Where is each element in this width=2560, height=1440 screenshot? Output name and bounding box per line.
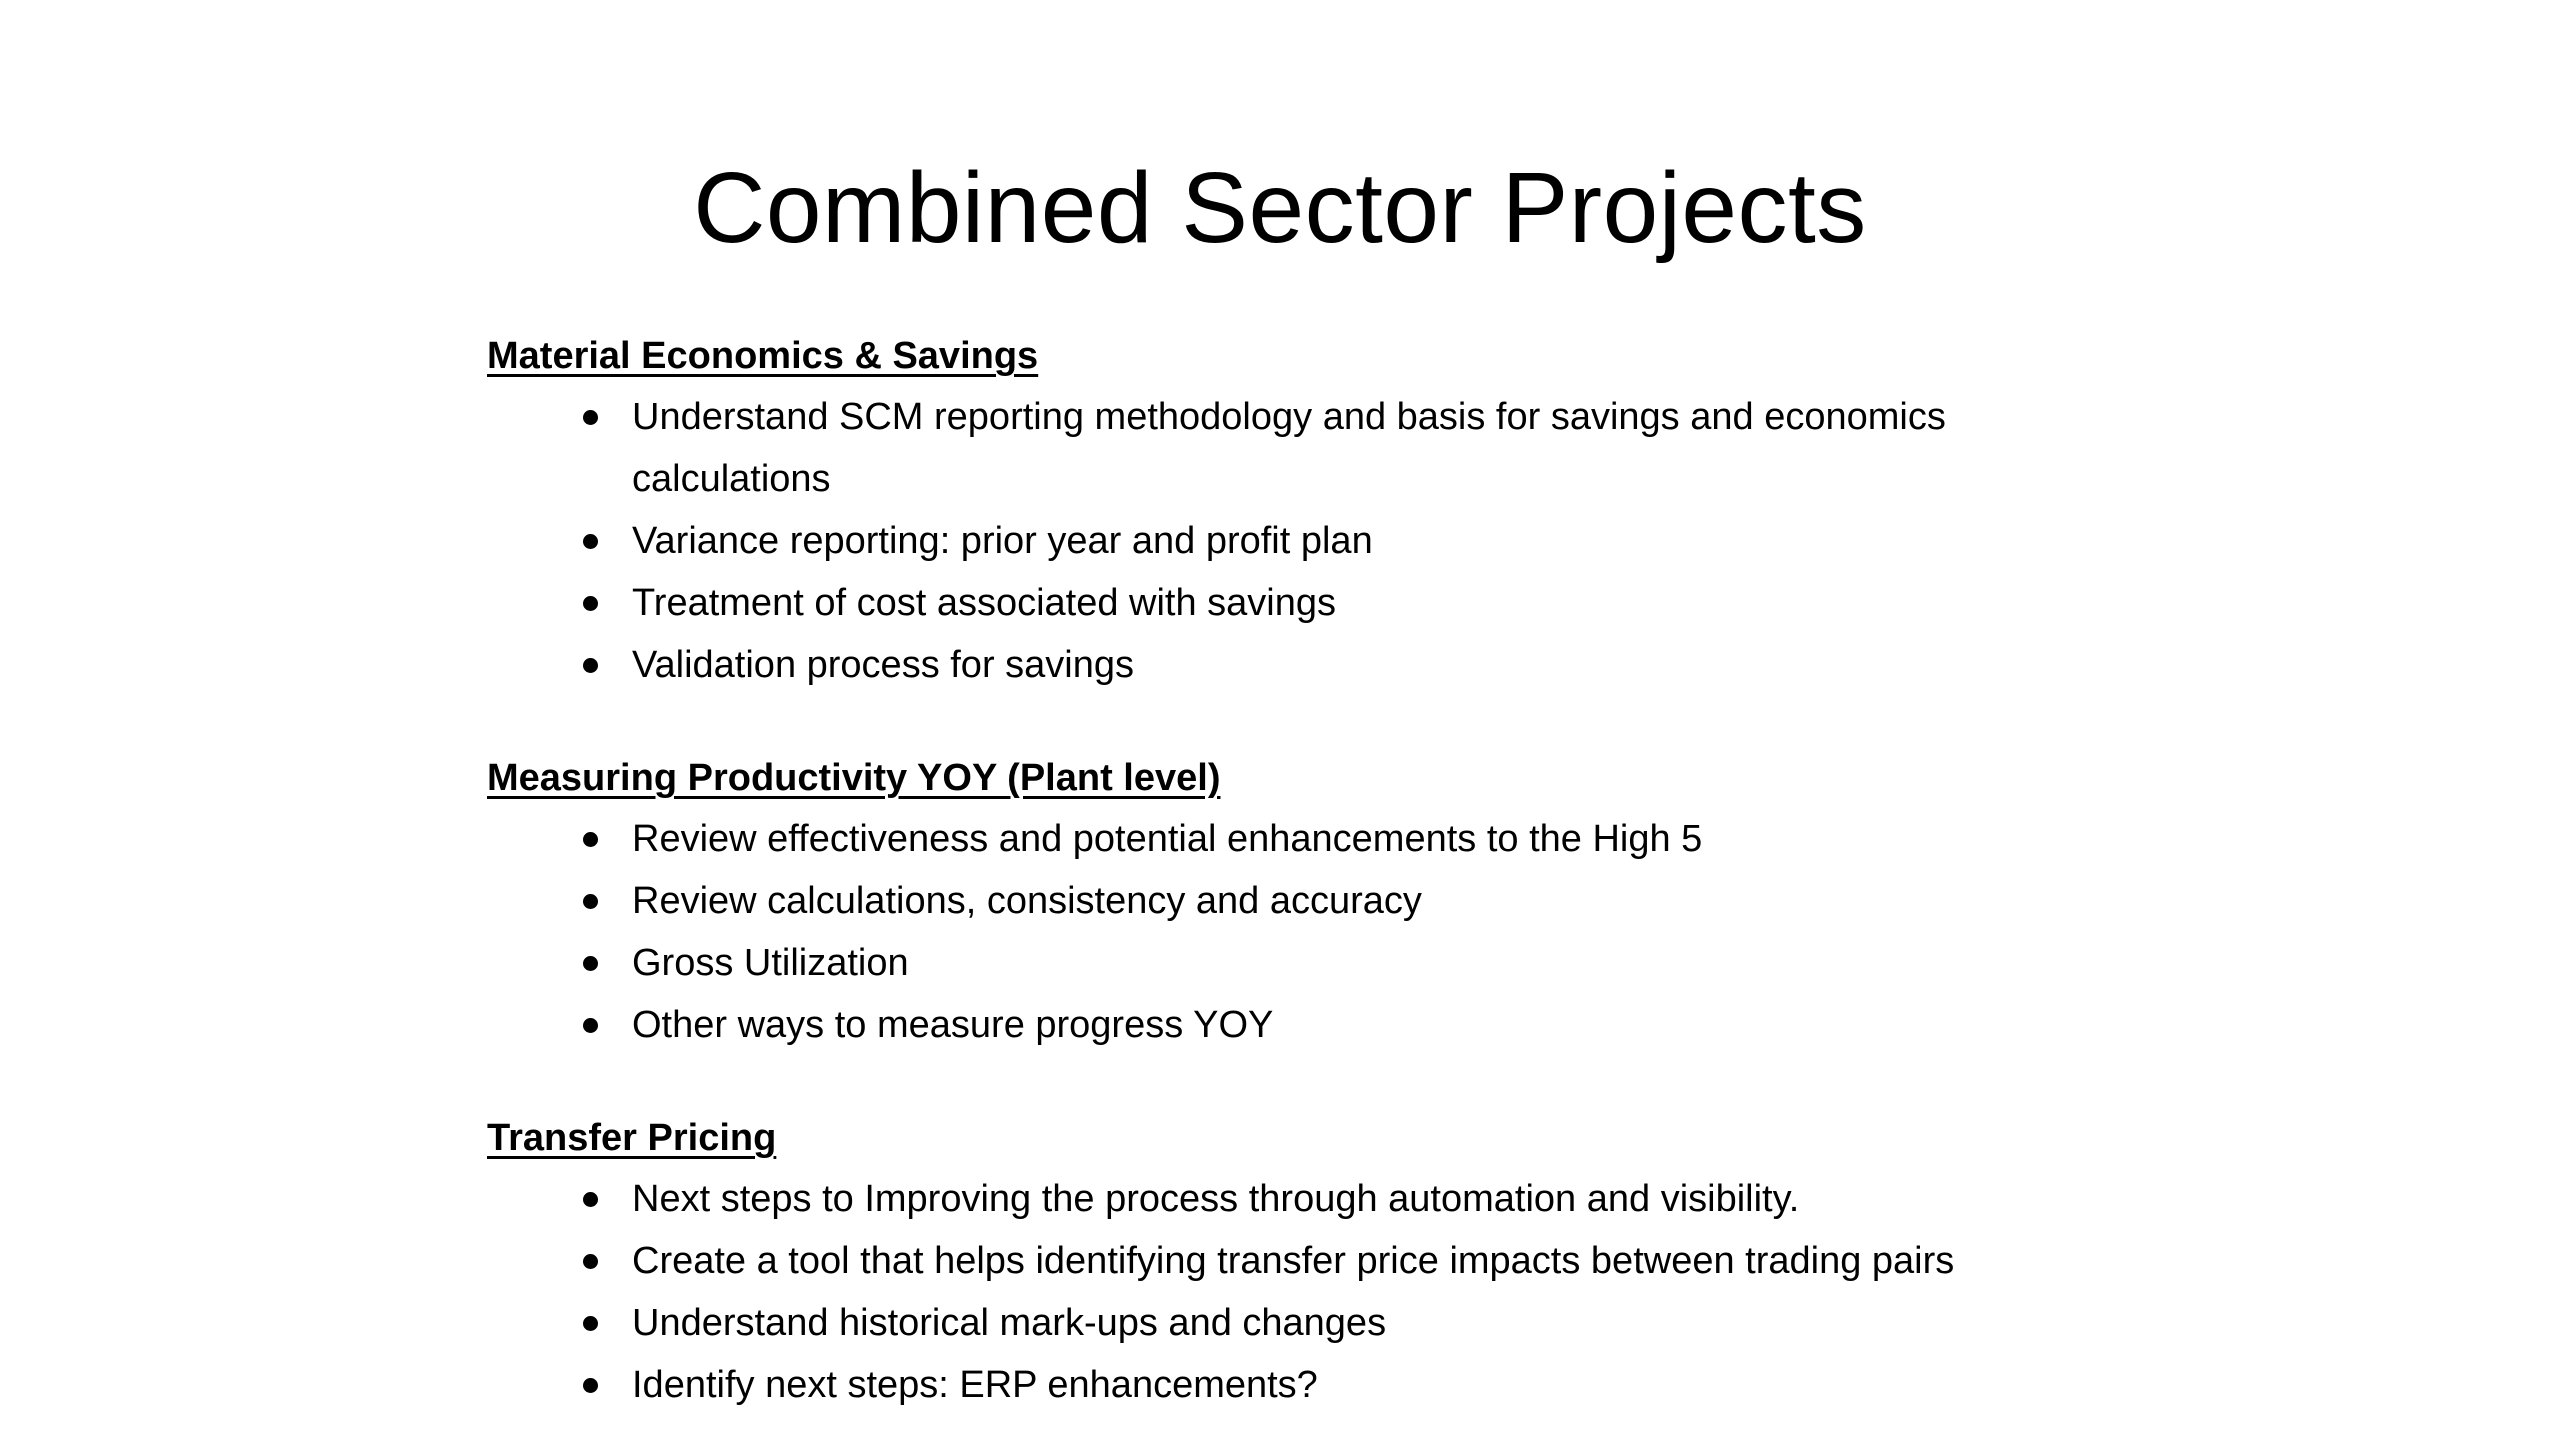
bullet-icon xyxy=(583,1316,598,1331)
bullet-item xyxy=(487,386,2152,510)
bullet-icon xyxy=(583,1192,598,1207)
bullet-item xyxy=(487,1168,2152,1230)
slide-content xyxy=(487,326,2187,1416)
section-heading: Material Economics & Savings xyxy=(487,335,1039,377)
bullet-icon xyxy=(583,956,598,971)
section-material-economics xyxy=(487,326,2187,696)
bullet-icon xyxy=(583,832,598,847)
bullet-text: Create a tool that helps identifying transfer price impacts between trading pairs xyxy=(632,1240,1955,1282)
bullet-text: Gross Utilization xyxy=(632,942,909,984)
bullet-icon xyxy=(583,534,598,549)
bullet-item xyxy=(487,1230,2152,1292)
section-transfer-pricing xyxy=(487,1108,2187,1416)
bullet-item xyxy=(487,634,2152,696)
bullet-icon xyxy=(583,1254,598,1269)
bullet-text: Next steps to Improving the process through automation and visibility. xyxy=(632,1178,1800,1220)
bullet-text: Validation process for savings xyxy=(632,644,1134,686)
bullet-text: Variance reporting: prior year and profit plan xyxy=(632,520,1373,562)
bullet-icon xyxy=(583,410,598,425)
bullet-item xyxy=(487,808,2152,870)
bullet-text: Identify next steps: ERP enhancements? xyxy=(632,1364,1318,1406)
bullet-text: Understand SCM reporting methodology and basis for savings and economics calculations xyxy=(632,396,1946,500)
section-heading: Measuring Productivity YOY (Plant level) xyxy=(487,757,1221,799)
bullet-list xyxy=(487,808,2187,1056)
bullet-item xyxy=(487,932,2152,994)
bullet-item xyxy=(487,994,2152,1056)
bullet-icon xyxy=(583,1018,598,1033)
bullet-text: Understand historical mark-ups and changes xyxy=(632,1302,1387,1344)
bullet-list xyxy=(487,1168,2187,1416)
slide-title: Combined Sector Projects xyxy=(693,152,1867,264)
bullet-icon xyxy=(583,894,598,909)
bullet-text: Other ways to measure progress YOY xyxy=(632,1004,1274,1046)
bullet-icon xyxy=(583,1378,598,1393)
bullet-icon xyxy=(583,658,598,673)
bullet-item xyxy=(487,1292,2152,1354)
bullet-text: Review calculations, consistency and accuracy xyxy=(632,880,1422,922)
bullet-item xyxy=(487,1354,2152,1416)
section-heading: Transfer Pricing xyxy=(487,1117,777,1159)
bullet-text: Treatment of cost associated with savings xyxy=(632,582,1337,624)
bullet-text: Review effectiveness and potential enhancements to the High 5 xyxy=(632,818,1703,860)
bullet-icon xyxy=(583,596,598,611)
bullet-item xyxy=(487,510,2152,572)
bullet-item xyxy=(487,870,2152,932)
bullet-item xyxy=(487,572,2152,634)
section-measuring-productivity xyxy=(487,748,2187,1056)
bullet-list xyxy=(487,386,2187,696)
